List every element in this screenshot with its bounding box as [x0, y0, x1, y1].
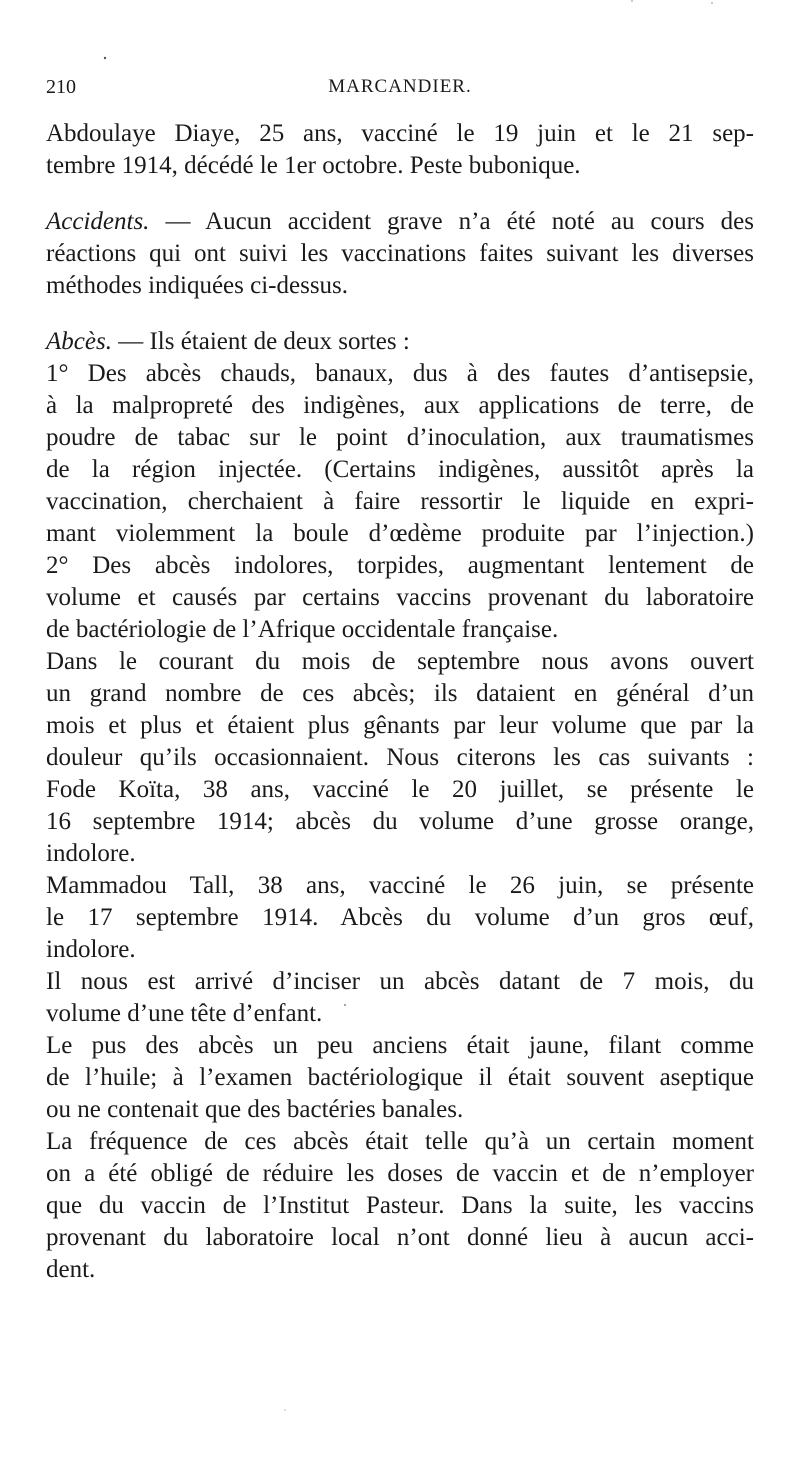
text-line — [46, 326, 754, 358]
text-line-rest: — Ils étaient de deux sortes : — [111, 328, 410, 355]
text-line: Mammadou Tall, 38 ans, vacciné le 26 juin, se présente — [46, 872, 754, 899]
text-line: 2° Des abcès indolores, torpides, augmentant lentement de — [46, 552, 754, 579]
section-heading-abces: Abcès. — [46, 328, 112, 355]
text-line: réactions qui ont suivi les vaccinations faites suivant les diverses — [46, 240, 754, 267]
text-line: indolore. — [46, 936, 136, 963]
text-line: mois et plus et étaient plus gênants par leur volume que par la — [46, 712, 754, 739]
text-line: de bactériologie de l’Afrique occidentale française. — [46, 616, 559, 643]
text-line: vaccination, cherchaient à faire ressortir le liquide en expri- — [46, 488, 754, 515]
text-line: provenant du laboratoire local n’ont donné lieu à aucun acci- — [46, 1224, 754, 1251]
text-line: La fréquence de ces abcès était telle qu’à un certain moment — [46, 1128, 754, 1155]
text-line: méthodes indiquées ci-dessus. — [46, 272, 349, 299]
section-heading-accidents: Accidents. — [46, 208, 150, 235]
text-line: volume d’une tête d’enfant. — [46, 1000, 323, 1027]
text-line: Le pus des abcès un peu anciens était jaune, filant comme — [46, 1032, 754, 1059]
page-header — [46, 76, 754, 102]
text-line: de la région injectée. (Certains indigènes, aussitôt après la — [46, 456, 754, 483]
text-line-rest: — Aucun accident grave n’a été noté au cours des — [149, 208, 754, 235]
text-line: Abdoulaye Diaye, 25 ans, vacciné le 19 juin et le 21 sep- — [46, 120, 754, 147]
text-line: tembre 1914, décédé le 1er octobre. Peste bubonique. — [46, 152, 581, 179]
text-line: le 17 septembre 1914. Abcès du volume d’un gros œuf, — [46, 904, 754, 931]
running-head: MARCANDIER. — [328, 76, 472, 97]
text-line: indolore. — [46, 840, 136, 867]
text-line: on a été obligé de réduire les doses de vaccin et de n’employer — [46, 1160, 754, 1187]
text-line: volume et causés par certains vaccins provenant du laboratoire — [46, 584, 754, 611]
text-line — [46, 206, 754, 238]
text-line: ou ne contenait que des bactéries banales. — [46, 1096, 464, 1123]
page-number: 210 — [46, 76, 76, 98]
text-line: à la malpropreté des indigènes, aux applications de terre, de — [46, 392, 754, 419]
text-line: Fode Koïta, 38 ans, vacciné le 20 juillet, se présente le — [46, 776, 754, 803]
text-line: un grand nombre de ces abcès; ils dataient en général d’un — [46, 680, 754, 707]
text-line: Dans le courant du mois de septembre nous avons ouvert — [46, 648, 754, 675]
text-line: dent. — [46, 1256, 96, 1283]
text-line: Il nous est arrivé d’inciser un abcès datant de 7 mois, du — [46, 968, 754, 995]
text-line: poudre de tabac sur le point d’inoculation, aux traumatismes — [46, 424, 754, 451]
page-body — [46, 118, 754, 1286]
text-line: de l’huile; à l’examen bactériologique il était souvent aseptique — [46, 1064, 754, 1091]
text-line: que du vaccin de l’Institut Pasteur. Dans la suite, les vaccins — [46, 1192, 754, 1219]
text-line: 16 septembre 1914; abcès du volume d’une grosse orange, — [46, 808, 754, 835]
text-line: 1° Des abcès chauds, banaux, dus à des fautes d’antisepsie, — [46, 360, 754, 387]
text-line: mant violemment la boule d’œdème produite par l’injection.) — [46, 520, 754, 547]
text-line: douleur qu’ils occasionnaient. Nous citerons les cas suivants : — [46, 744, 754, 771]
